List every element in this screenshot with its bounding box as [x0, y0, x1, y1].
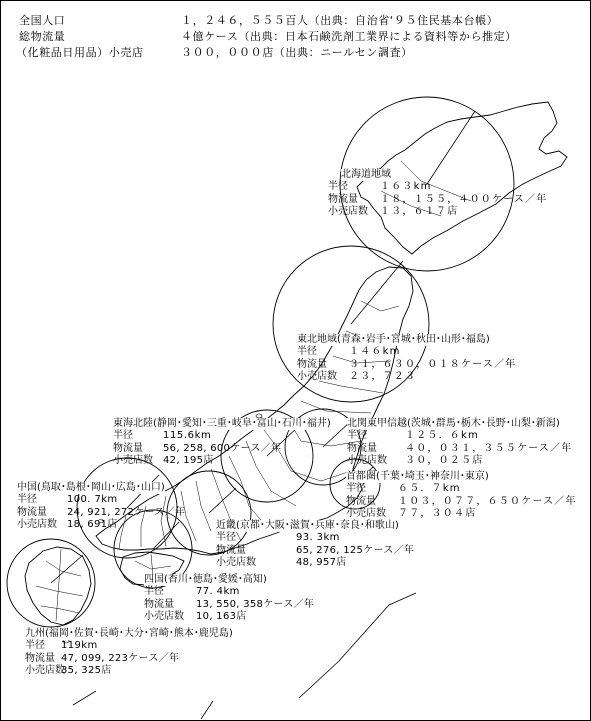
volume-value: １８，１５５，４００ケース／年 — [380, 193, 548, 205]
volume-label: 物流量 — [297, 358, 327, 370]
region-title: 近畿(京都･大阪･滋賀･兵庫･奈良･和歌山) — [216, 520, 399, 531]
radius-label: 半径 — [328, 181, 348, 193]
kyushu-landmass — [25, 547, 91, 625]
region-title: 中国(鳥取･島根･岡山･広島･山口) — [17, 482, 165, 493]
region-title: 九州(福岡･佐賀･長崎･大分･宮崎･熊本･鹿児島) — [25, 628, 233, 639]
radius-label: 半径 — [144, 586, 164, 598]
radius-value: １４６km — [349, 346, 401, 358]
stores-value: 48, 957店 — [296, 557, 347, 569]
stores-label: 小売店数 — [346, 508, 386, 520]
volume-label: 物流量 — [347, 442, 377, 454]
stores-value: １３，６１７店 — [380, 206, 459, 218]
volume-label: 物流量 — [25, 652, 55, 664]
stores-value: ３００，０００店（出典：ニールセン調査） — [181, 46, 413, 59]
region-title: 北海道地域 — [341, 169, 391, 180]
stores-value: 42, 195店 — [163, 455, 214, 467]
stores-value: 35, 325店 — [61, 665, 112, 677]
radius-value: 93. 3km — [296, 532, 340, 544]
stores-value: 10, 163店 — [196, 611, 247, 623]
radius-value: ６５．７km — [398, 483, 461, 495]
radius-value: 100. 7km — [67, 494, 118, 506]
radius-value: 115.6km — [163, 430, 212, 442]
region-title: 東北地域(青森･岩手･宮城･秋田･山形･福島) — [297, 334, 490, 345]
radius-value: １６３km — [380, 181, 432, 193]
stores-value: ７７，３０４店 — [398, 508, 477, 520]
stores-value: 18, 691店 — [67, 519, 118, 531]
volume-value: 24, 921, 272ケース／年 — [67, 506, 186, 518]
stores-label: 小売店数 — [17, 519, 57, 531]
stores-label: 小売店数 — [216, 557, 256, 569]
radius-label: 半径 — [25, 640, 45, 652]
stores-value: ２３，７２３ — [349, 371, 417, 383]
radius-value: １２５．６km — [405, 430, 479, 442]
region-title: 北関東甲信越(茨城･群馬･栃木･長野･山梨･新潟) — [347, 418, 560, 429]
region-title: 首都圏(千葉･埼玉･神奈川･東京) — [346, 471, 489, 482]
stores-label: 小売店数 — [347, 455, 387, 467]
volume-value: ４０，０３１，３５５ケース／年 — [405, 442, 573, 454]
region-title: 四国(香川･徳島･愛媛･高知) — [144, 574, 267, 585]
stores-label: 小売店数 — [328, 206, 368, 218]
volume-label: 物流量 — [328, 193, 358, 205]
volume-label: 物流量 — [144, 598, 174, 610]
volume-label: 物流量 — [216, 544, 246, 556]
population-value: １，２４６，５５５百人（出典：自治省‘９５住民基本台帳） — [181, 14, 499, 27]
radius-label: 半径 — [297, 346, 317, 358]
volume-label: 物流量 — [17, 506, 47, 518]
radius-label: 半径 — [113, 430, 133, 442]
volume-value: ３１，６３０，０１８ケース／年 — [349, 358, 517, 370]
volume-label: 物流量 — [346, 495, 376, 507]
volume-value: 56, 258, 600ケース／年 — [163, 442, 282, 454]
region-title: 東海北陸(静岡･愛知･三重･岐阜･富山･石川･福井) — [113, 418, 331, 429]
volume-value: 13, 550, 358ケース／年 — [196, 598, 315, 610]
volume-value: 47, 099, 223ケース／年 — [61, 652, 180, 664]
stores-label: 小売店数 — [113, 455, 153, 467]
radius-label: 半径 — [216, 532, 236, 544]
stores-label: 小売店数 — [25, 665, 65, 677]
stores-label: 小売店数 — [297, 371, 337, 383]
volume-label: 物流量 — [113, 442, 143, 454]
volume-value: 65, 276, 125ケース／年 — [296, 544, 415, 556]
population-label: 全国人口 — [19, 14, 66, 27]
radius-label: 半径 — [346, 483, 366, 495]
stores-label: 小売店数 — [144, 611, 184, 623]
volume-value: ４億ケース（出典：日本石鹸洗剤工業界による資料等から推定） — [181, 30, 517, 43]
radius-value: 77. 4km — [196, 586, 240, 598]
radius-label: 半径 — [17, 494, 37, 506]
stores-label: （化粧品日用品）小売店 — [16, 46, 144, 59]
radius-value: 119km — [61, 640, 98, 652]
stores-value: ３０，０２５店 — [405, 455, 484, 467]
volume-value: １０３，０７７，６５０ケース／年 — [398, 495, 577, 507]
radius-label: 半径 — [347, 430, 367, 442]
volume-label: 総物流量 — [19, 30, 66, 43]
